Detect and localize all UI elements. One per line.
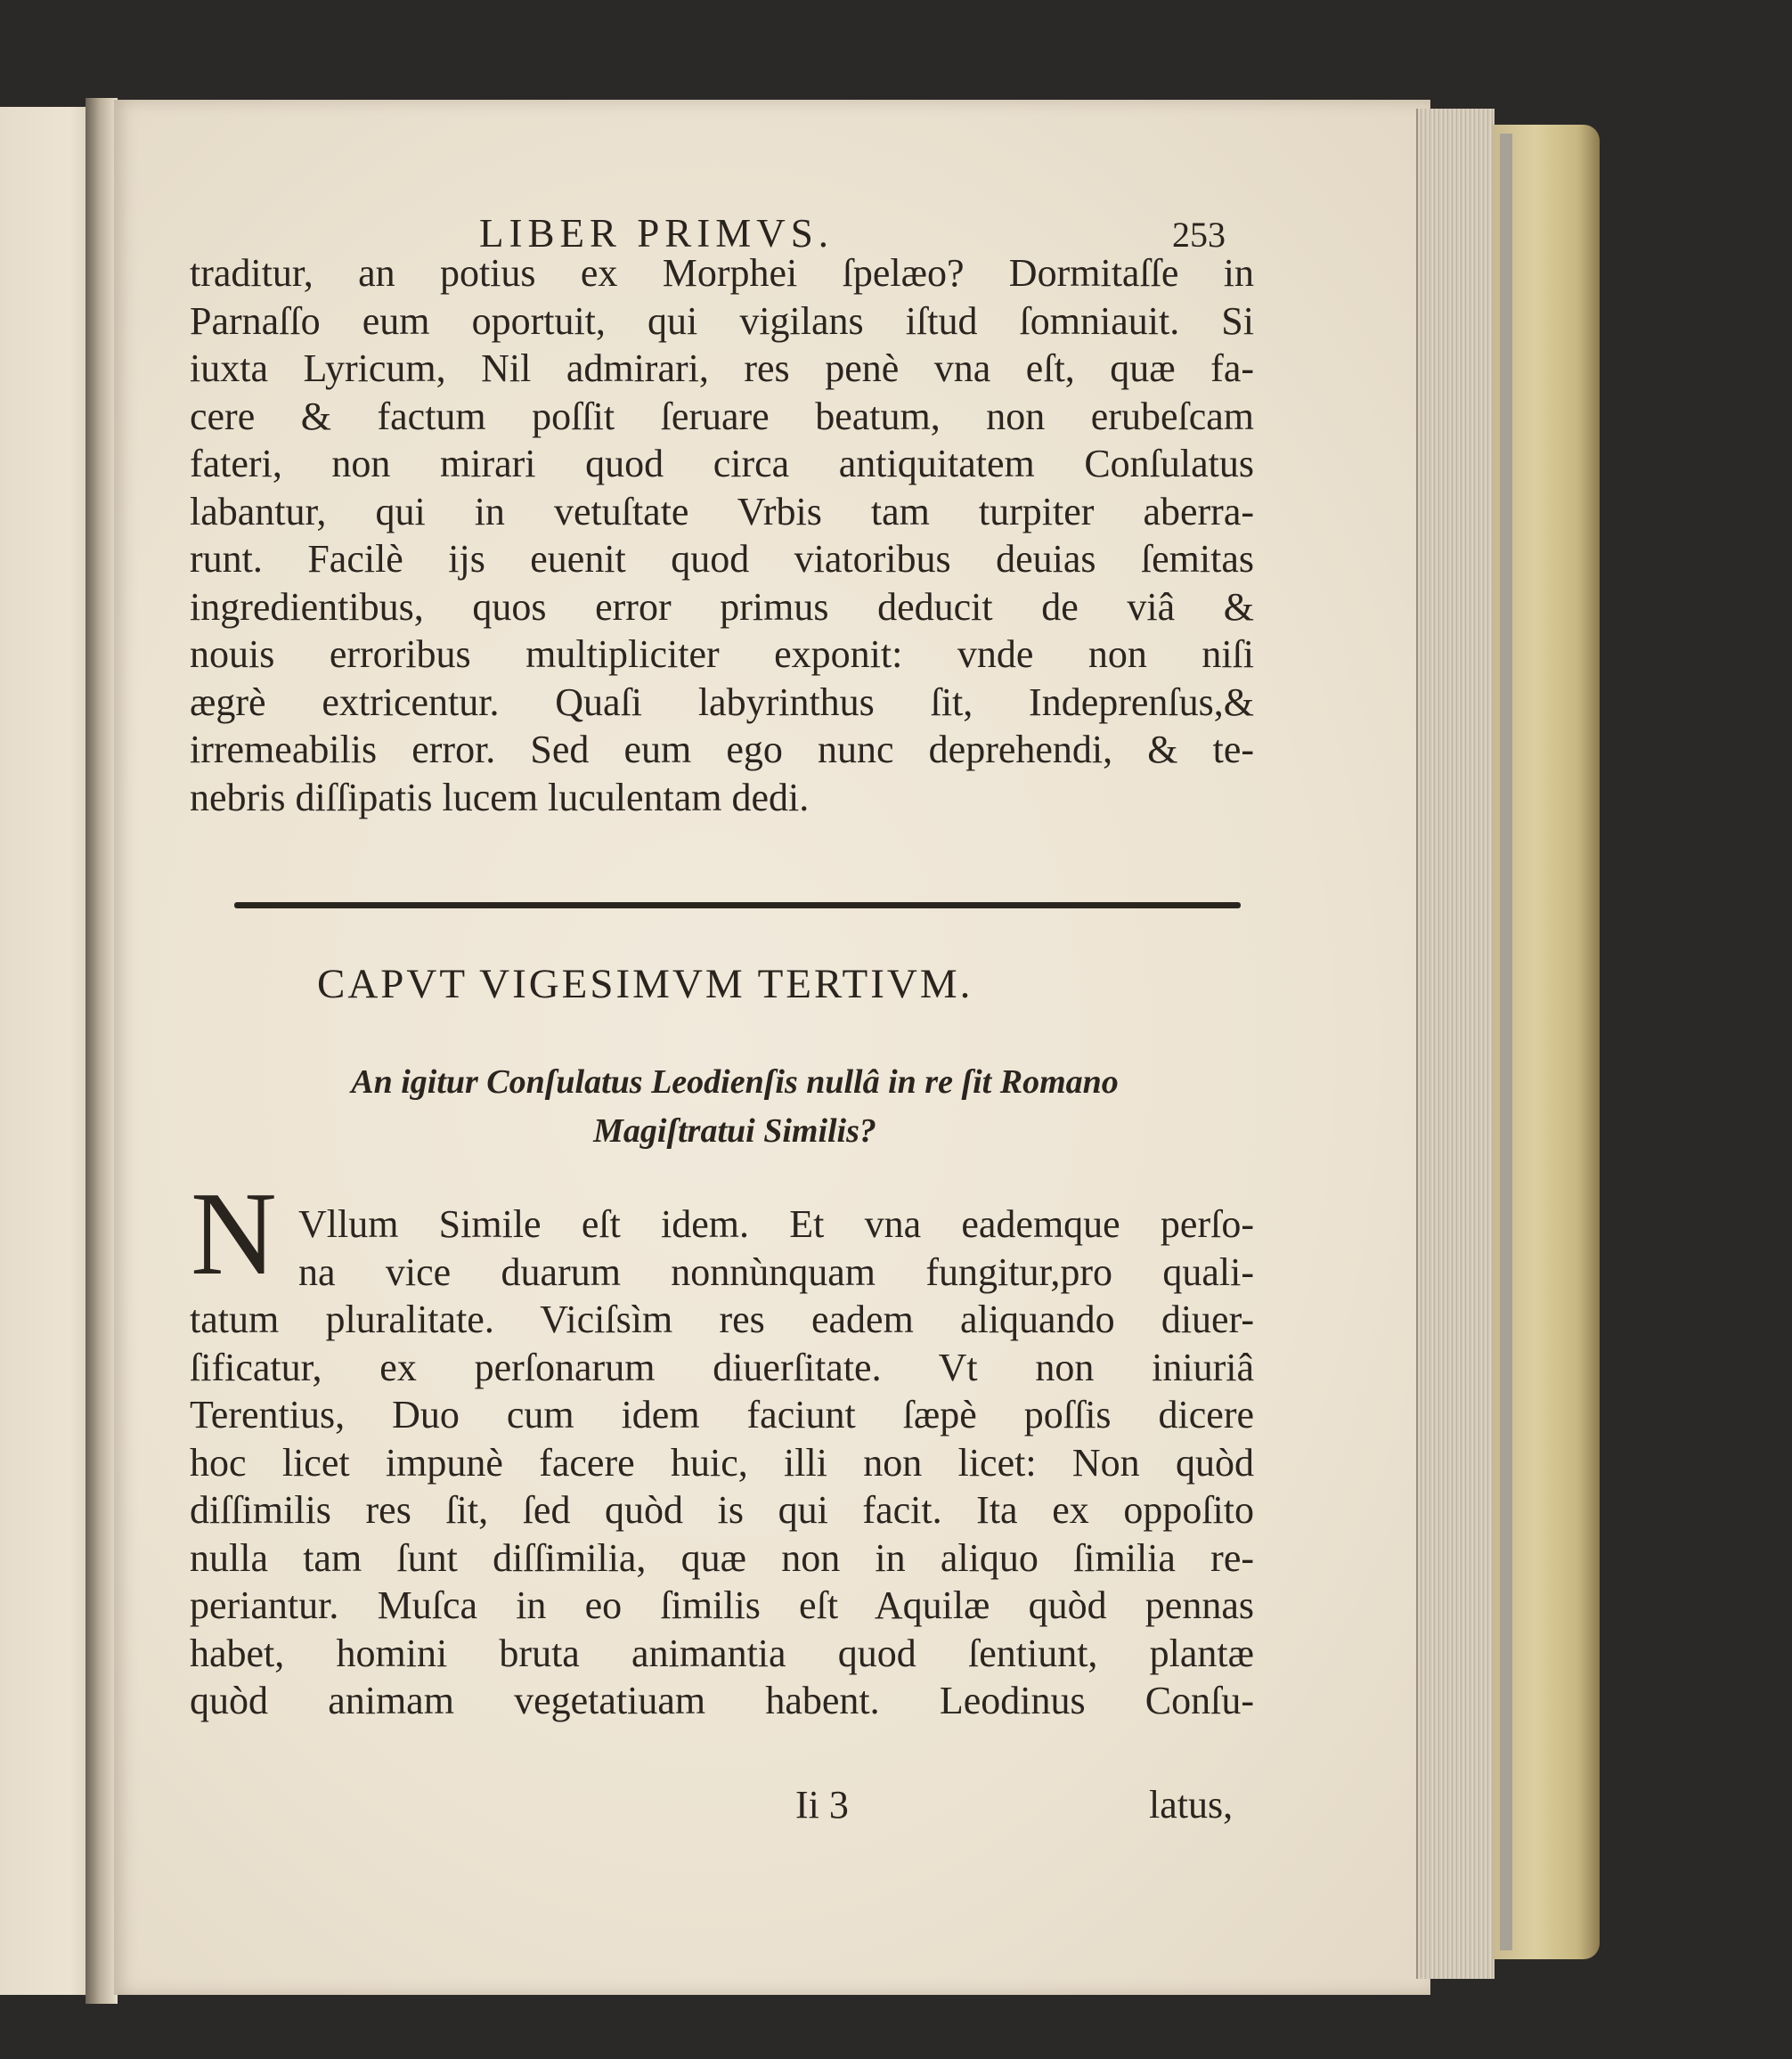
text-line: quòd animam vegetatiuam habent. Leodinus Conſu- (190, 1679, 1254, 1722)
text-line: Vllum Simile eſt idem. Et vna eademque perſo- (298, 1202, 1254, 1246)
section-divider-rule (234, 902, 1241, 908)
text-line: runt. Facilè ijs euenit quod viatoribus deuias ſemitas (190, 537, 1254, 581)
text-line: nebris diſſipatis lucem luculentam dedi. (190, 775, 810, 819)
text-line: na vice duarum nonnùnquam fungitur,pro quali- (298, 1249, 1254, 1294)
text-line: ingredientibus, quos error primus deducit de viâ & (190, 584, 1254, 629)
text-line: nulla tam ſunt diſſimilia, quæ non in aliquo ſimilia re- (190, 1535, 1254, 1580)
text-line: iuxta Lyricum, Nil admirari, res penè vna eſt, quæ fa- (190, 346, 1254, 390)
chapter-subtitle (240, 1058, 1229, 1156)
text-line: cere & factum poſſit ſeruare beatum, non erubeſcam (190, 394, 1254, 438)
text-line: periantur. Muſca in eo ſimilis eſt Aquilæ quòd pennas (190, 1583, 1254, 1627)
book-gutter (86, 98, 118, 2004)
subtitle-line: An igitur Conſulatus Leodienſis nullâ in re ſit Romano (351, 1063, 1119, 1101)
vellum-cover-edge (1493, 125, 1600, 1959)
text-line: diſſimilis res ſit, ſed quòd is qui facit. Ita ex oppoſito (190, 1488, 1254, 1532)
page-fore-edge (1416, 109, 1495, 1979)
text-line: Parnaſſo eum oportuit, qui vigilans iſtud ſomniauit. Si (190, 298, 1254, 343)
text-line: hoc licet impunè facere huic, illi non licet: Non quòd (190, 1440, 1254, 1485)
drop-capital: N (191, 1168, 277, 1299)
subtitle-line: Magiſtratui Similis? (593, 1112, 876, 1150)
text-line: ſificatur, ex perſonarum diuerſitate. Vt non iniuriâ (190, 1345, 1254, 1389)
text-line: fateri, non mirari quod circa antiquitatem Conſulatus (190, 442, 1254, 485)
text-line: ægrè extricentur. Quaſi labyrinthus ſit, Indeprenſus,& (190, 680, 1254, 724)
running-head: LIBER PRIMVS. (479, 211, 835, 256)
text-line: nouis erroribus multipliciter exponit: vnde non niſi (190, 632, 1254, 676)
text-line: tatum pluralitate. Viciſsìm res eadem aliquando diuer- (190, 1298, 1254, 1341)
paragraph-2 (190, 1200, 1254, 1725)
chapter-title: CAPVT VIGESIMVM TERTIVM. (317, 961, 973, 1007)
page-number: 253 (1172, 215, 1226, 255)
text-line: habet, homini bruta animantia quod ſentiunt, plantæ (190, 1631, 1254, 1675)
paragraph-1 (190, 249, 1254, 821)
catchword: latus, (1149, 1783, 1234, 1827)
text-line: traditur, an potius ex Morphei ſpelæo? Dormitaſſe in (190, 251, 1254, 295)
text-line: labantur, qui in vetuſtate Vrbis tam turpiter aberra- (190, 489, 1254, 533)
signature-mark: Ii 3 (795, 1783, 849, 1827)
text-line: irremeabilis error. Sed eum ego nunc deprehendi, & te- (190, 728, 1254, 771)
text-line: Terentius, Duo cum idem faciunt ſæpè poſſis dicere (190, 1393, 1254, 1436)
